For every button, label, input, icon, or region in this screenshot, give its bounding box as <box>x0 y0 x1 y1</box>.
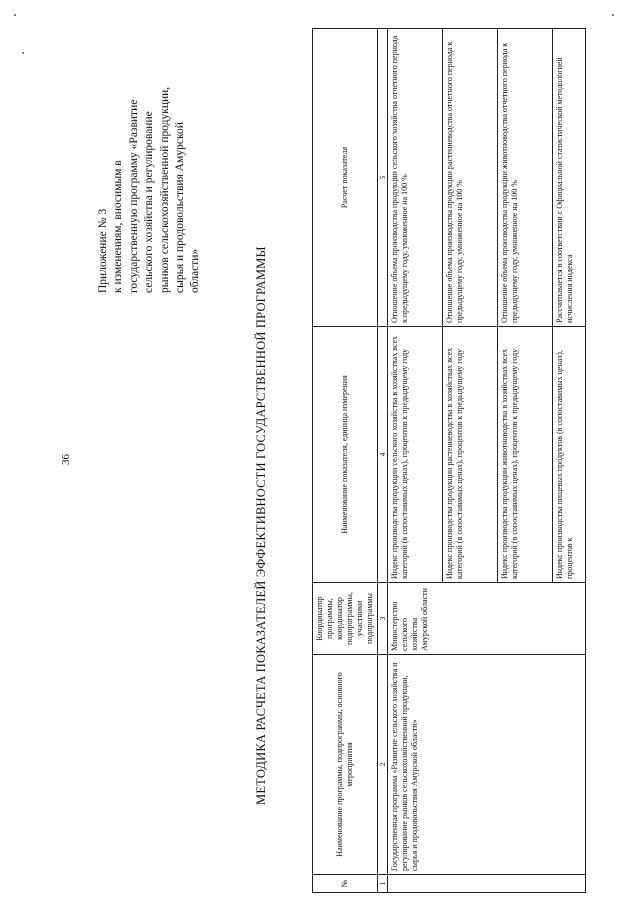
document-title: МЕТОДИКА РАСЧЕТА ПОКАЗАТЕЛЕЙ ЭФФЕКТИВНОСТИ ГОСУДАРСТВЕННОЙ ПРОГРАММЫ <box>254 246 268 805</box>
header-calculation: Расчет показателя <box>313 29 378 327</box>
appendix-line: к изменениям, вносимым в <box>112 160 125 293</box>
column-number: 3 <box>378 583 388 655</box>
scan-speck <box>612 14 614 16</box>
table-row <box>388 29 443 893</box>
indicator-name-cell: Индекс производства продукции животноводства в хозяйствах всех категорий (в сопоставимых ценах), процентов к предыдущему году <box>498 327 553 583</box>
indicators-table <box>312 28 586 893</box>
appendix-line: Приложение № 3 <box>97 208 109 293</box>
coordinator-cell: Министерство сельского хозяйства Амурской области <box>388 583 586 655</box>
header-program-name: Наименование программы, подпрограммы, основного мероприятия <box>313 655 378 875</box>
column-number: 4 <box>378 327 388 583</box>
appendix-line: сырья и продовольствия Амурской <box>174 122 187 293</box>
appendix-line: рынков сельскохозяйственной продукции, <box>158 86 171 293</box>
page-number: 36 <box>60 454 72 465</box>
indicator-calc-cell: Отношение объема производства продукции животноводства отчетного периода к предыдущему году, умноженное на 100 % <box>498 29 553 327</box>
column-number: 2 <box>378 655 388 875</box>
scan-speck <box>22 52 24 54</box>
column-number-row <box>378 29 388 893</box>
header-indicator-name: Наименование показателя, единица измерения <box>313 327 378 583</box>
appendix-block <box>96 3 204 293</box>
appendix-line: государственную программу «Развитие <box>127 99 140 293</box>
appendix-line: сельского хозяйства и регулирование <box>143 111 156 293</box>
appendix-line: области» <box>189 248 202 293</box>
column-number: 5 <box>378 29 388 327</box>
header-number: № <box>313 875 378 893</box>
header-coordinator: Координатор программы, координатор подпрограммы, участники подпрограммы <box>313 583 378 655</box>
indicator-name-cell: Индекс производства продукции растениеводства в хозяйствах всех категорий (в сопоставимых ценах), процентов к предыдущему году <box>443 327 498 583</box>
indicator-name-cell: Индекс производства пищевых продуктов (в сопоставимых ценах), процентов к <box>553 327 586 583</box>
indicator-calc-cell: Отношение объема производства продукции сельского хозяйства отчетного периода к предыдущему году, умноженное на 100 % <box>388 29 443 327</box>
indicator-name-cell: Индекс производства продукции сельского хозяйства в хозяйствах всех категорий (в сопоставимых ценах), процентов к предыдущему году <box>388 327 443 583</box>
program-name-cell: Государственная программа «Развитие сельского хозяйства и регулирование рынков сельскохозяйственной продукции, сырья и продовольствия Амурской области» <box>388 655 586 875</box>
indicator-calc-cell: Отношение объема производства продукции растениеводства отчетного периода к предыдущему году, умноженное на 100 % <box>443 29 498 327</box>
column-number: 1 <box>378 875 388 893</box>
row-number-cell <box>388 875 586 893</box>
indicator-calc-cell: Рассчитывается в соответствии с Официальной статистической методологией исчисления индекса <box>553 29 586 327</box>
scan-speck <box>14 14 16 16</box>
table-header-row <box>313 29 378 893</box>
